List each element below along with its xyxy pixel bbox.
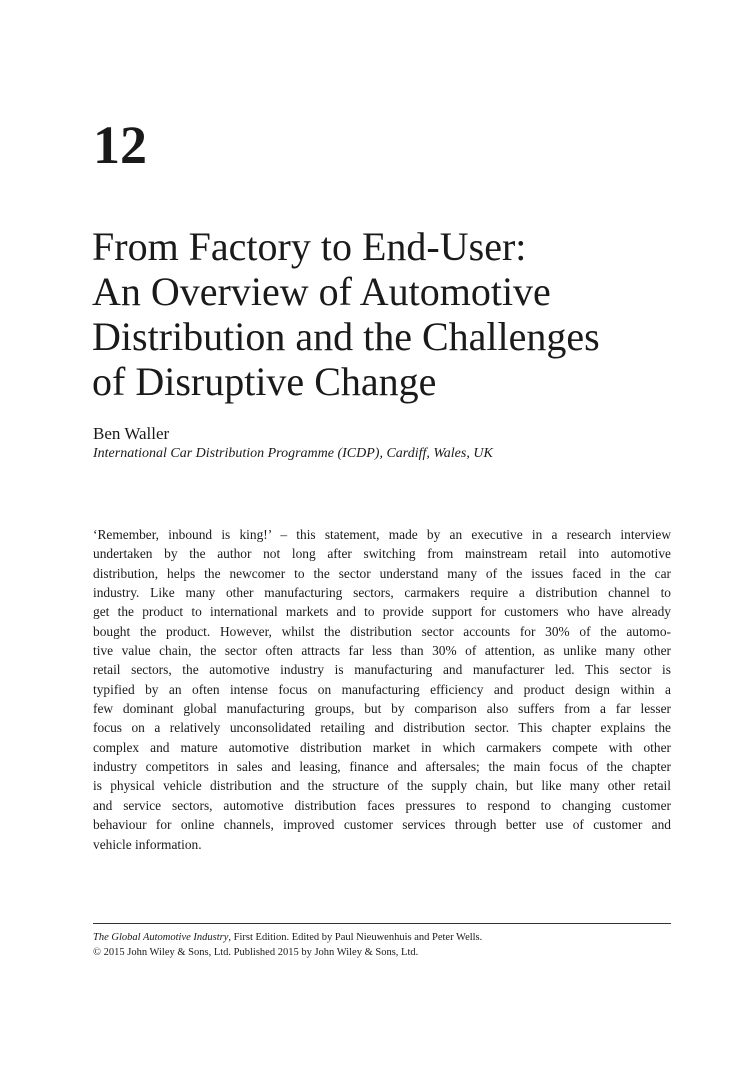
footer-divider bbox=[93, 923, 671, 924]
abstract-line: tive value chain, the sector often attracts far less than 30% of attention, as unlike many other bbox=[93, 643, 671, 659]
abstract-line: behaviour for online channels, improved customer services through better use of customer and bbox=[93, 817, 671, 833]
edition-text: , First Edition. Edited by Paul Nieuwenhuis and Peter Wells. bbox=[228, 932, 483, 943]
abstract-line: industry competitors in sales and leasing, finance and aftersales; the main focus of the chapter bbox=[93, 759, 671, 775]
abstract-line: and service sectors, automotive distribution faces pressures to respond to changing customer bbox=[93, 797, 671, 813]
footer-citation bbox=[93, 930, 482, 945]
abstract-line: is physical vehicle distribution and the structure of the supply chain, but like many other retail bbox=[93, 778, 671, 794]
abstract-line: retail sectors, the automotive industry is manufacturing and manufacturer led. This sector is bbox=[93, 662, 671, 678]
chapter-abstract bbox=[93, 525, 671, 854]
abstract-line: bought the product. However, whilst the distribution sector accounts for 30% of the automo- bbox=[93, 623, 671, 639]
abstract-line: typified by an often intense focus on manufacturing efficiency and product design within a bbox=[93, 681, 671, 697]
abstract-line: get the product to international markets and to provide support for customers who have already bbox=[93, 604, 671, 620]
author-affiliation: International Car Distribution Programme (ICDP), Cardiff, Wales, UK bbox=[93, 446, 493, 461]
abstract-line: ‘Remember, inbound is king!’ – this statement, made by an executive in a research interview bbox=[93, 527, 671, 542]
footer-copyright: © 2015 John Wiley & Sons, Ltd. Published 2015 by John Wiley & Sons, Ltd. bbox=[93, 947, 419, 958]
abstract-line: few dominant global manufacturing groups, but by comparison also suffers from a far lesser bbox=[93, 701, 671, 717]
author-name: Ben Waller bbox=[93, 424, 170, 443]
chapter-title-line: Distribution and the Challenges bbox=[92, 314, 600, 359]
chapter-number: 12 bbox=[93, 115, 147, 175]
chapter-title-line: of Disruptive Change bbox=[92, 359, 437, 404]
chapter-title-line: An Overview of Automotive bbox=[92, 269, 551, 314]
abstract-line: complex and mature automotive distribution market in which carmakers compete with other bbox=[93, 739, 671, 755]
abstract-line: focus on a relatively unconsolidated retailing and distribution sector. This chapter explains the bbox=[93, 720, 671, 736]
chapter-title bbox=[92, 224, 712, 404]
book-title: The Global Automotive Industry bbox=[93, 932, 229, 943]
abstract-line: undertaken by the author not long after switching from mainstream retail into automotive bbox=[93, 546, 671, 562]
footer bbox=[93, 930, 482, 960]
abstract-line: industry. Like many other manufacturing sectors, carmakers require a distribution channel to bbox=[93, 585, 671, 601]
chapter-title-line: From Factory to End-User: bbox=[92, 224, 527, 269]
abstract-line: distribution, helps the newcomer to the sector understand many of the issues faced in the car bbox=[93, 565, 671, 581]
abstract-line: vehicle information. bbox=[93, 836, 202, 852]
